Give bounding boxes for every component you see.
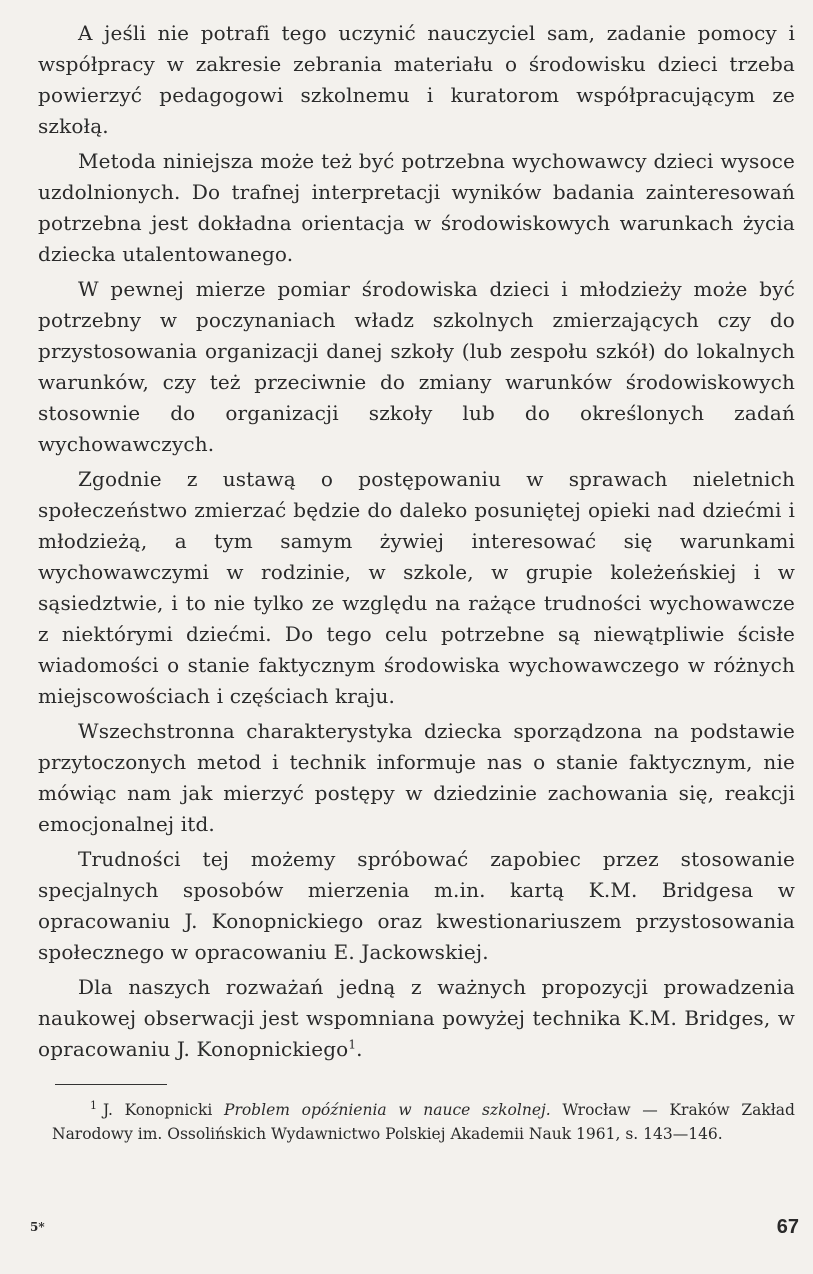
- paragraph-3: W pewnej mierze pomiar środowiska dzieci i młodzieży może być potrzebny w poczynaniach władz szkolnych zmierzających czy do przystosowania organizacji danej szkoły (lub zespołu szkół) do lokalnych warunków, czy też przeciwnie do zmiany warunków środowiskowych stosownie do organizacji szkoły lub do określonych zadań wychowawczych.: [38, 277, 795, 456]
- footnote-title: Problem opóźnienia w nauce szkolnej.: [224, 1101, 551, 1119]
- paragraph-1: A jeśli nie potrafi tego uczynić nauczyciel sam, zadanie pomocy i współpracy w zakresie zebrania materiału o środowisku dzieci trzeba powierzyć pedagogowi szkolnemu i kuratorom współpracującym ze szkołą.: [38, 21, 795, 138]
- footnote: [52, 1098, 795, 1146]
- footnote-reference[interactable]: 1: [348, 1037, 357, 1052]
- paragraph-7-period: .: [356, 1037, 363, 1061]
- body-text: [38, 18, 795, 1069]
- paragraph-5: Wszechstronna charakterystyka dziecka sporządzona na podstawie przytoczonych metod i technik informuje nas o stanie faktycznym, nie mówiąc nam jak mierzyć postępy w dziedzinie zachowania się, reakcji emocjonalnej itd.: [38, 719, 795, 836]
- paragraph-7-text: Dla naszych rozważań jedną z ważnych propozycji prowadzenia naukowej obserwacji jest wspomniana powyżej technika K.M. Bridges, w opracowaniu J. Konopnickiego: [38, 975, 795, 1061]
- page-number: 67: [776, 1216, 799, 1238]
- footnote-author: J. Konopnicki: [103, 1101, 213, 1119]
- paragraph-2: Metoda niniejsza może też być potrzebna wychowawcy dzieci wysoce uzdolnionych. Do trafnej interpretacji wyników badania zainteresowań potrzebna jest dokładna orientacja w środowiskowych warunkach życia dziecka utalentowanego.: [38, 149, 795, 266]
- footnote-divider: [55, 1084, 167, 1085]
- signature-mark: 5*: [30, 1220, 45, 1234]
- footnote-publication: Wrocław — Kraków Zakład Narodowy im. Ossolińskich Wydawnictwo Polskiej Akademii Nauk 1961, s. 143—146.: [52, 1101, 795, 1143]
- footnote-number: 1: [90, 1098, 97, 1112]
- paragraph-4: Zgodnie z ustawą o postępowaniu w sprawach nieletnich społeczeństwo zmierzać będzie do daleko posuniętej opieki nad dziećmi i młodzieżą, a tym samym żywiej interesować się warunkami wychowawczymi w rodzinie, w szkole, w grupie koleżeńskiej i w sąsiedztwie, i to nie tylko ze względu na rażące trudności wychowawcze z niektórymi dziećmi. Do tego celu potrzebne są niewątpliwie ścisłe wiadomości o stanie faktycznym środowiska wychowawczego w różnych miejscowościach i częściach kraju.: [38, 467, 795, 708]
- paragraph-6: Trudności tej możemy spróbować zapobiec przez stosowanie specjalnych sposobów mierzenia m.in. kartą K.M. Bridgesa w opracowaniu J. Konopnickiego oraz kwestionariuszem przystosowania społecznego w opracowaniu E. Jackowskiej.: [38, 847, 795, 964]
- paragraph-7: [38, 972, 795, 1065]
